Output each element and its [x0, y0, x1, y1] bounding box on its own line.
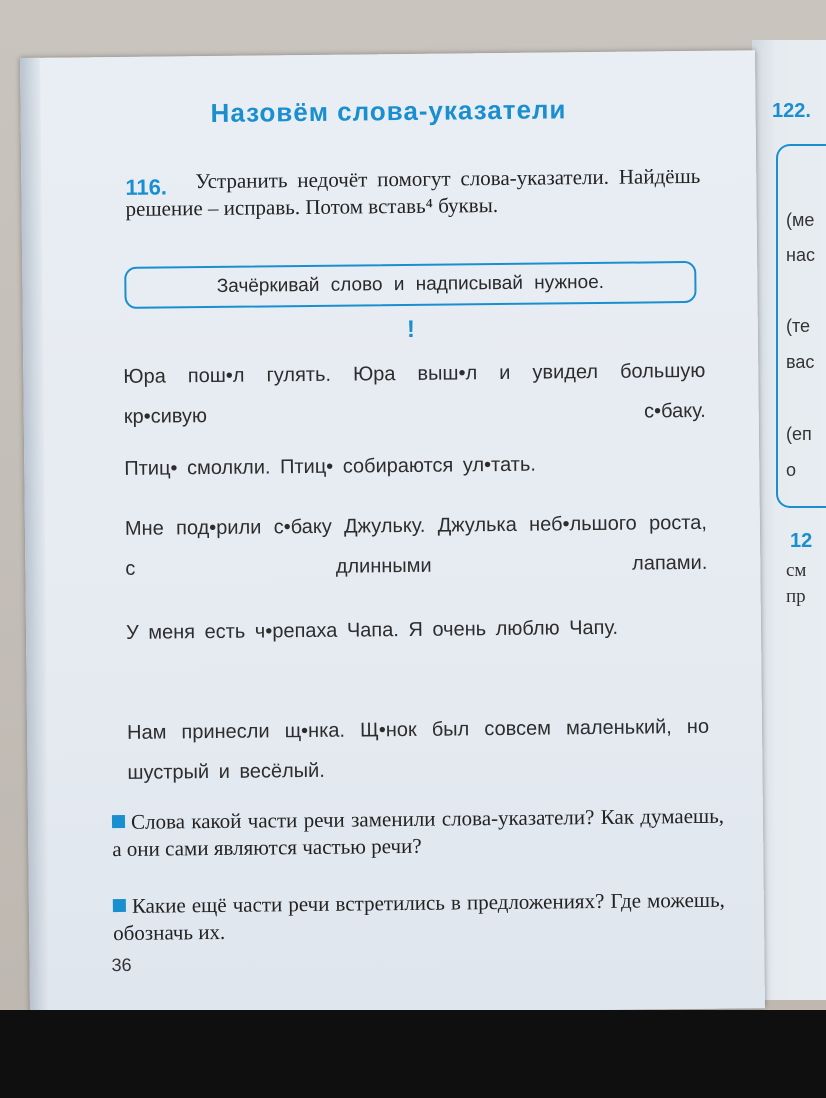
exercise-task — [125, 163, 701, 223]
question-text: Слова какой части речи заменили слова-указатели? Как думаешь, а они сами являются частью речи? — [112, 803, 725, 862]
exercise-task-text: Устранить недочёт помогут слова-указатели. Найдёшь решение – исправь. Потом вставь⁴ буквы. — [125, 163, 701, 221]
exclamation-mark: ! — [406, 315, 416, 343]
right-page-fragment: (те — [786, 316, 811, 336]
page-number: 36 — [111, 954, 132, 976]
exercise-paragraph: Птиц• смолкли. Птиц• собираются ул•тать. — [124, 453, 536, 480]
exercise-paragraph: Мне под•рили с•баку Джульку. Джулька неб•льшого роста, с длинными лапами. — [124, 511, 708, 580]
bullet-square-icon — [112, 815, 125, 828]
exercise-paragraph: Юра пош•л гулять. Юра выш•л и увидел большую кр•сивую с•баку. — [123, 359, 706, 428]
bullet-square-icon — [113, 899, 126, 912]
right-page-fragment: см — [786, 560, 807, 581]
exercise-paragraph: Нам принесли щ•нка. Щ•нок был совсем маленький, но шустрый и весёлый. — [126, 715, 710, 784]
right-page-fragment: о — [786, 460, 797, 480]
question — [113, 887, 726, 947]
exercise-number: 116. — [125, 174, 168, 200]
desk-surface — [0, 1010, 826, 1098]
hint-text: Зачёркивай слово и надписывай нужное. — [216, 271, 605, 297]
right-page-fragment: (ме — [786, 210, 815, 230]
exercise-paragraph: У меня есть ч•репаха Чапа. Я очень люблю Чапу. — [125, 616, 619, 644]
question-text: Какие ещё части речи встретились в предложениях? Где можешь, обозначь их. — [113, 887, 725, 946]
right-page-fragment: нас — [786, 245, 815, 265]
question — [112, 803, 725, 863]
right-page-fragment: (еп — [786, 424, 812, 444]
right-page-fragment: вас — [786, 352, 815, 372]
right-page-exercise-number: 122. — [772, 100, 811, 122]
right-page-exercise-number-2: 12 — [790, 530, 813, 552]
hint-box — [124, 261, 696, 309]
page-title: Назовём слова-указатели — [210, 94, 567, 129]
right-page-fragment: пр — [786, 586, 806, 607]
textbook-page — [20, 50, 765, 1016]
